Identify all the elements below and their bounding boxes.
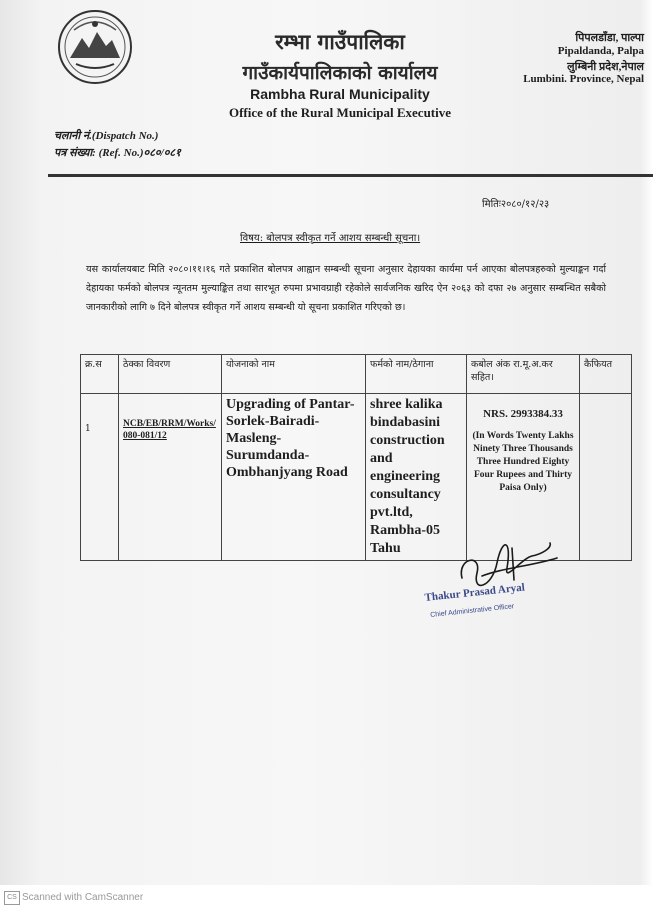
camscanner-logo-icon: CS: [4, 891, 20, 905]
nepal-emblem-seal-icon: [56, 8, 134, 86]
cell-contract: [119, 394, 222, 561]
office-subtitle-nepali: गाउँकार्यपालिकाको कार्यालय: [242, 62, 438, 84]
header-plan: योजनाको नाम: [222, 355, 366, 394]
project-name: Upgrading of Pantar-Sorlek-Bairadi-Masleng-Surumdanda-Ombhanjyang Road: [226, 397, 355, 480]
cell-sn: [81, 394, 119, 561]
table-header-row: [81, 355, 632, 394]
province-english: Lumbini. Province, Nepal: [523, 73, 644, 85]
office-subtitle-english: Office of the Rural Municipal Executive: [228, 105, 452, 120]
scanner-watermark: Scanned with CamScanner: [22, 892, 144, 903]
dispatch-number: चलानी नं.(Dispatch No.): [54, 130, 159, 142]
header-amount: कबोल अंक रा.मू.अ.कर सहित।: [467, 355, 580, 394]
header-contract: ठेक्का विवरण: [119, 355, 222, 394]
office-title-english: Rambha Rural Municipality: [250, 86, 430, 102]
signatory-title: Chief Administrative Officer: [430, 603, 515, 619]
header-sn: क्र.स: [81, 355, 119, 394]
bid-amount-words: (In Words Twenty Lakhs Ninety Three Thousands Three Hundred Eighty Four Rupees and Thirty Paisa Only): [472, 431, 574, 493]
firm-name: shree kalika bindabasini construction and engineering consultancy pvt.ltd, Rambha-05 Tahu: [370, 397, 445, 556]
header-remarks: कैफियत: [580, 355, 632, 394]
row-sn: 1: [85, 424, 91, 434]
bid-amount: NRS. 2993384.33: [483, 408, 563, 420]
signatory-name: Thakur Prasad Aryal: [424, 581, 526, 604]
contract-id: NCB/EB/RRM/Works/080-081/12: [123, 419, 216, 441]
header-divider: [48, 174, 653, 177]
reference-number: पत्र संख्या: (Ref. No.)०८०/०८१: [54, 147, 181, 159]
notice-body: यस कार्यालयबाट मिति २०८०।११।१६ गते प्रकाशित बोलपत्र आह्वान सम्बन्धी सूचना अनुसार देहायका कार्यमा पर्न आएका बोलपत्रहरुको मुल्याङ्कन गर्दा देहायका फर्मको बोलपत्र न्यूनतम मुल्याङ्कित तथा सारभूत रुपमा प्रभावग्राही रहेकोले सार्वजनिक खरिद ऐन २०६३ को दफा २७ अनुसार सम्बन्धित सबैको जानकारीको लागि ७ दिने बोलपत्र स्वीकृत गर्ने आशय सम्बन्धी यो सूचना प्रकाशित गरिएको छ।: [86, 264, 606, 313]
address-nepali: पिपलडाँडा, पाल्पा: [575, 32, 644, 44]
header-firm: फर्मको नाम/ठेगाना: [366, 355, 467, 394]
office-title-nepali: रम्भा गाउँपालिका: [275, 29, 405, 54]
cell-plan: [222, 394, 366, 561]
address-english: Pipaldanda, Palpa: [557, 45, 644, 57]
notice-subject: विषय: बोलपत्र स्वीकृत गर्ने आशय सम्बन्धी सूचना।: [240, 233, 421, 244]
cell-remarks: [580, 394, 632, 561]
province-nepali: लुम्बिनी प्रदेश,नेपाल: [567, 61, 644, 73]
letter-date: मितिः२०८०/१२/२३: [482, 199, 550, 210]
